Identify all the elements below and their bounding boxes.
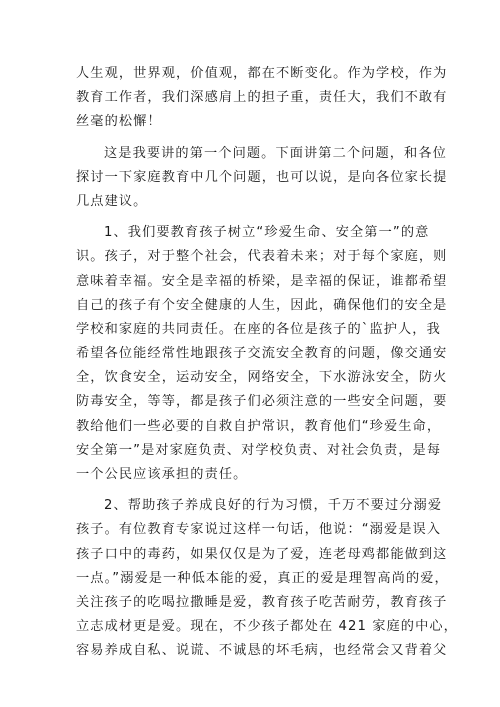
text-line: 防毒安全，等等，都是孩子们必须注意的一些安全问题，要: [76, 394, 448, 410]
text-line: 丝毫的松懈！: [76, 114, 162, 130]
text-line: 立志成材更是爱。现在，不少孩子都处在 421 家庭的中心，: [76, 619, 458, 635]
text-line: 2、帮助孩子养成良好的行为习惯，千万不要过分溺爱: [104, 498, 443, 514]
text-line: 一点。”溺爱是一种低本能的爱，真正的爱是理智高尚的爱，: [76, 570, 449, 586]
text-line: 教育工作者，我们深感肩上的担子重，责任大，我们不敢有: [76, 90, 448, 106]
text-line: 1、我们要教育孩子树立“珍爱生命、安全第一”的意: [104, 225, 430, 241]
text-line: 容易养成自私、说谎、不诚恳的坏毛病，也经常会又背着父: [76, 643, 448, 659]
text-line: 学校和家庭的共同责任。在座的各位是孩子的`监护人，我: [76, 321, 441, 337]
text-line: 希望各位能经常性地跟孩子交流安全教育的问题，像交通安: [76, 346, 448, 362]
text-line: 几点建议。: [76, 193, 148, 209]
text-line: 人生观，世界观，价值观，都在不断变化。作为学校，作为: [76, 66, 448, 81]
text-line: 这是我要讲的第一个问题。下面讲第二个问题，和各位: [104, 145, 447, 161]
text-line: 探讨一下家庭教育中几个问题，也可以说，是向各位家长提: [76, 169, 448, 185]
text-line: 意味着幸福。安全是幸福的桥梁，是幸福的保证，谁都希望: [76, 273, 448, 289]
paragraph-3: [76, 221, 448, 487]
text-line: 孩子口中的毒药，如果仅仅是为了爱，连老母鸡都能做到这: [76, 546, 448, 562]
text-line: 孩子。有位教育专家说过这样一句话，他说：“溺爱是误入: [76, 522, 442, 538]
text-line: 教给他们一些必要的自救自护常识，教育他们“珍爱生命，: [76, 418, 442, 434]
document-body: [76, 62, 458, 664]
text-line: 自己的孩子有个安全健康的人生，因此，确保他们的安全是: [76, 297, 448, 313]
paragraph-2: [76, 142, 448, 215]
text-line: 全，饮食安全，运动安全，网络安全，下水游泳安全，防火: [76, 370, 448, 386]
text-line: 关注孩子的吃喝拉撒睡是爱，教育孩子吃苦耐劳，教育孩子: [76, 594, 448, 610]
text-line: 一个公民应该承担的责任。: [76, 467, 248, 482]
text-line: 安全第一”是对家庭负责、对学校负责、对社会负责，是每: [76, 442, 442, 458]
paragraph-1: [76, 62, 448, 135]
paragraph-4: [76, 494, 458, 663]
text-line: 识。孩子，对于整个社会，代表着未来；对于每个家庭，则: [76, 249, 448, 265]
